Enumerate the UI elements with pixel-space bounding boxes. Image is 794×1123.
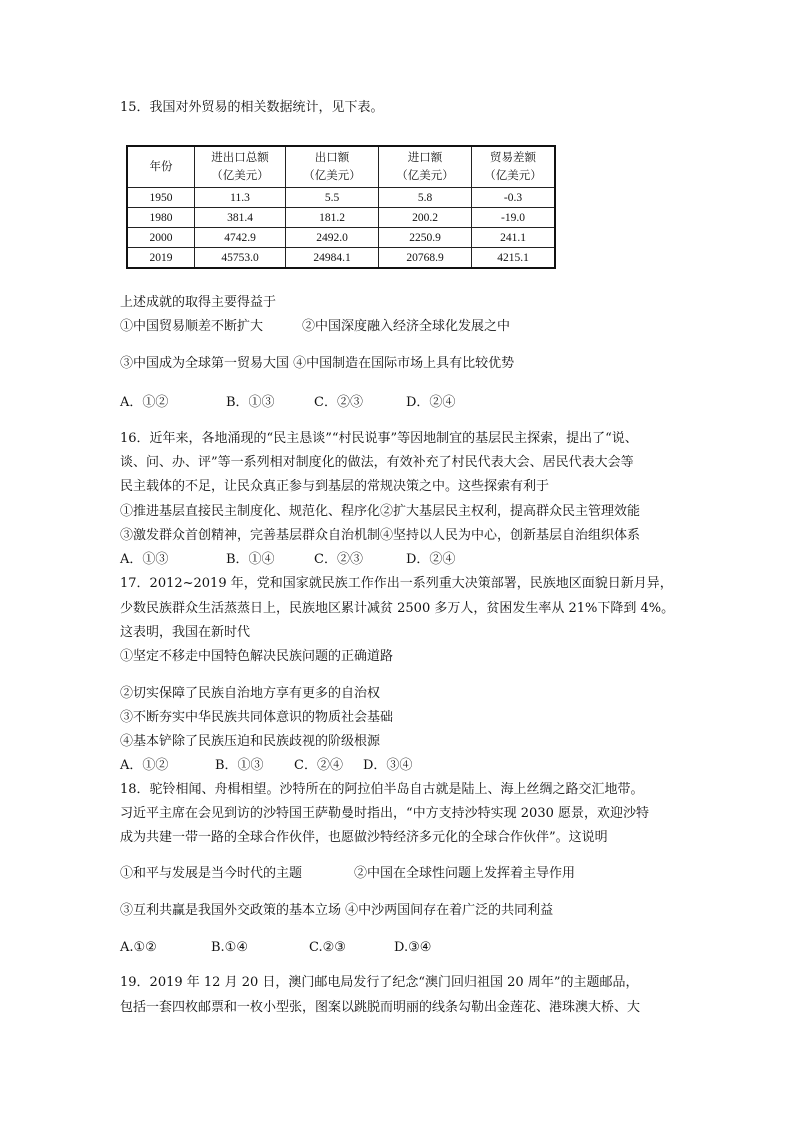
q17-line1: 17．2012~2019 年，党和国家就民族工作作出一系列重大决策部署，民族地区面貌日新月异，: [120, 576, 673, 591]
table-cell: 241.1: [472, 228, 556, 248]
option-d[interactable]: D．③④: [363, 758, 413, 773]
table-cell: -0.3: [472, 188, 556, 208]
table-row: [127, 228, 555, 248]
q16-line1: 16．近年来，各地涌现的“民主恳谈”“村民说事”等因地制宜的基层民主探索，提出了“说、: [120, 431, 638, 446]
table-row: [127, 188, 555, 208]
table-cell: 5.5: [286, 188, 379, 208]
q16-line2: 谈、问、办、评”等一系列相对制度化的做法，有效补充了村民代表大会、居民代表大会等: [120, 455, 634, 470]
q17-item3: ③不断夯实中华民族共同体意识的物质社会基础: [120, 710, 394, 725]
table-cell: 2492.0: [286, 228, 379, 248]
option-a[interactable]: A.①②: [120, 940, 157, 955]
q17-line2: 少数民族群众生活蒸蒸日上，民族地区累计减贫 2500 多万人，贫困发生率从 21%下降到 4%。: [120, 601, 675, 616]
header-import: 进口额 （亿美元）: [379, 146, 472, 188]
table-header-row: [127, 146, 555, 188]
q16-items-line2: ③激发群众首创精神，完善基层群众自治机制④坚持以人民为中心，创新基层自治组织体系: [120, 528, 641, 543]
q17-item4: ④基本铲除了民族压迫和民族歧视的阶级根源: [120, 734, 381, 749]
q15-items-line1: ①中国贸易顺差不断扩大 ②中国深度融入经济全球化发展之中: [120, 319, 511, 334]
option-c[interactable]: C．②③: [314, 395, 363, 410]
q18-items-line2: ③互利共赢是我国外交政策的基本立场 ④中沙两国间存在着广泛的共同利益: [120, 903, 554, 918]
table-cell: -19.0: [472, 208, 556, 228]
q15-stem: 15．我国对外贸易的相关数据统计，见下表。: [120, 100, 384, 115]
table-cell: 4742.9: [195, 228, 286, 248]
q15-items-line2: ③中国成为全球第一贸易大国 ④中国制造在国际市场上具有比较优势: [120, 356, 515, 371]
option-a[interactable]: A．①③: [120, 552, 169, 567]
option-a[interactable]: A．①②: [120, 758, 169, 773]
q17-item2: ②切实保障了民族自治地方享有更多的自治权: [120, 686, 381, 701]
q18-items-line1: ①和平与发展是当今时代的主题 ②中国在全球性问题上发挥着主导作用: [120, 866, 576, 881]
table-cell: 181.2: [286, 208, 379, 228]
option-c[interactable]: C.②③: [309, 940, 346, 955]
table-cell: 24984.1: [286, 248, 379, 269]
q17-item1: ①坚定不移走中国特色解决民族问题的正确道路: [120, 649, 394, 664]
table-cell: 45753.0: [195, 248, 286, 269]
table-cell: 2019: [127, 248, 195, 269]
table-cell: 20768.9: [379, 248, 472, 269]
option-d[interactable]: D．②④: [406, 395, 456, 410]
trade-data-table: [126, 145, 556, 269]
table-row: [127, 208, 555, 228]
table-row: [127, 248, 555, 269]
q15-question: 上述成就的取得主要得益于: [120, 295, 277, 310]
q16-line3: 民主载体的不足，让民众真正参与到基层的常规决策之中。这些探索有利于: [120, 479, 550, 494]
option-b[interactable]: B．①④: [226, 552, 275, 567]
q18-options: [120, 938, 431, 958]
header-total: 进出口总额 （亿美元）: [195, 146, 286, 188]
table-cell: 1980: [127, 208, 195, 228]
option-c[interactable]: C．②④: [294, 758, 343, 773]
header-year: 年份: [127, 146, 195, 188]
table-cell: 2000: [127, 228, 195, 248]
table-cell: 200.2: [379, 208, 472, 228]
option-b[interactable]: B．①③: [226, 395, 275, 410]
header-export: 出口额 （亿美元）: [286, 146, 379, 188]
q18-line1: 18．驼铃相闻、舟楫相望。沙特所在的阿拉伯半岛自古就是陆上、海上丝绸之路交汇地带。: [120, 782, 644, 797]
q19-line1: 19．2019 年 12 月 20 日，澳门邮电局发行了纪念“澳门回归祖国 20 周年”的主题邮品，: [120, 975, 639, 990]
table-cell: 2250.9: [379, 228, 472, 248]
table-cell: 1950: [127, 188, 195, 208]
option-d[interactable]: D.③④: [394, 940, 432, 955]
table-cell: 11.3: [195, 188, 286, 208]
q15-options: [120, 393, 455, 413]
table-cell: 5.8: [379, 188, 472, 208]
option-b[interactable]: B．①③: [215, 758, 264, 773]
header-balance: 贸易差额 （亿美元）: [472, 146, 556, 188]
option-d[interactable]: D．②④: [406, 552, 456, 567]
option-c[interactable]: C．②③: [314, 552, 363, 567]
q19-line2: 包括一套四枚邮票和一枚小型张，图案以跳脱而明丽的线条勾勒出金莲花、港珠澳大桥、大: [120, 1000, 641, 1015]
q18-line3: 成为共建一带一路的全球合作伙伴，也愿做沙特经济多元化的全球合作伙伴”。这说明: [120, 830, 608, 845]
q17-options: [120, 756, 412, 776]
q16-items-line1: ①推进基层直接民主制度化、规范化、程序化②扩大基层民主权利，提高群众民主管理效能: [120, 504, 641, 519]
option-a[interactable]: A．①②: [120, 395, 169, 410]
q18-line2: 习近平主席在会见到访的沙特国王萨勒曼时指出，“中方支持沙特实现 2030 愿景，欢迎沙特: [120, 806, 649, 821]
option-b[interactable]: B.①④: [211, 940, 248, 955]
table-cell: 381.4: [195, 208, 286, 228]
q17-line3: 这表明，我国在新时代: [120, 625, 251, 640]
q16-options: [120, 550, 455, 570]
table-cell: 4215.1: [472, 248, 556, 269]
